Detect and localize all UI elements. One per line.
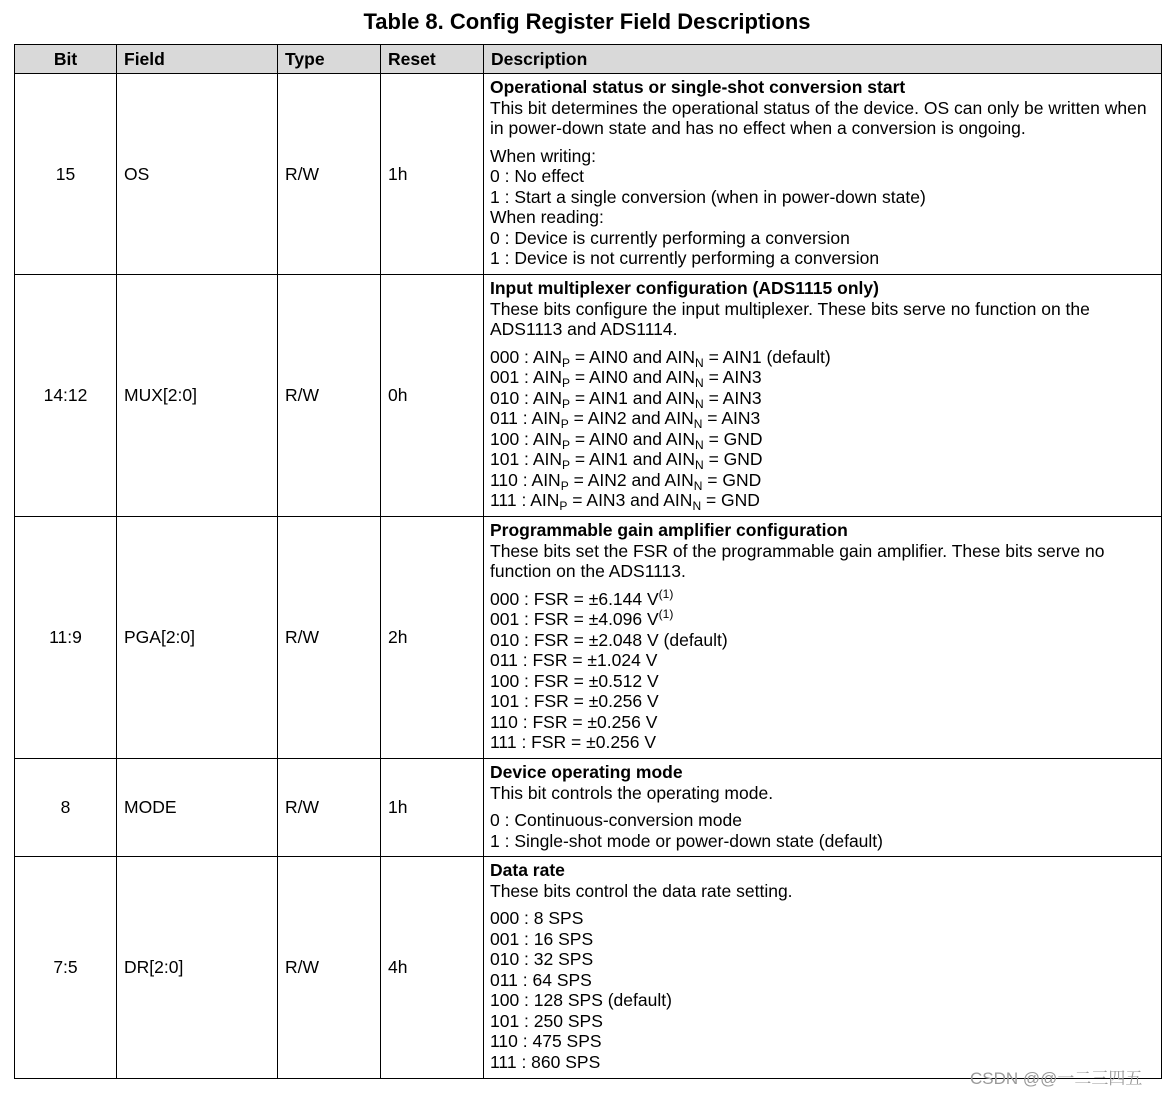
cell-type: R/W (278, 857, 381, 1079)
cell-bit: 7:5 (15, 857, 117, 1079)
description-intro: These bits set the FSR of the programmable gain amplifier. These bits serve no function on the ADS1113. (490, 540, 1105, 581)
option-line: 111 : 860 SPS (490, 1051, 601, 1072)
cell-type: R/W (278, 759, 381, 857)
mux-option-line: 101 : $AIN_P = AIN1$ and $AIN_N$ = GND (490, 449, 763, 472)
cell-reset: 4h (381, 857, 484, 1079)
header-row (15, 45, 1162, 74)
cell-type: R/W (278, 517, 381, 759)
header-type: Type (278, 45, 381, 74)
cell-field: MODE (117, 759, 278, 857)
pga-option-line: 110 : FSR = ±0.256 V (490, 711, 658, 732)
cell-bit: 14:12 (15, 275, 117, 517)
description-title: Operational status or single-shot conversion start (490, 77, 906, 97)
option-line: 000 : 8 SPS (490, 908, 584, 928)
table-row (15, 517, 1162, 759)
description-intro: These bits control the data rate setting. (490, 880, 793, 901)
pga-option-line: 100 : FSR = ±0.512 V (490, 670, 659, 691)
pga-option-line: 101 : FSR = ±0.256 V (490, 691, 659, 711)
mux-option-line: 100 : $AIN_P = AIN0$ and $AIN_N$ = GND (490, 428, 763, 452)
cell-reset: 1h (381, 74, 484, 275)
table-row (15, 759, 1162, 857)
option-line: 1 : Device is not currently performing a conversion (490, 248, 880, 268)
option-line: When reading: (490, 207, 604, 227)
mux-option-line: 001 : $AIN_P = AIN0$ and $AIN_N = AIN3$ (490, 367, 762, 390)
option-line: When writing: (490, 145, 597, 166)
description-intro: This bit determines the operational status of the device. OS can only be written when in power-down state and has no effect when a conversion is ongoing. (490, 97, 1147, 138)
header-field: Field (117, 45, 278, 74)
cell-description (484, 517, 1162, 759)
cell-reset: 0h (381, 275, 484, 517)
table-row (15, 74, 1162, 275)
cell-description (484, 857, 1162, 1079)
description-intro: This bit controls the operating mode. (490, 782, 774, 803)
option-line: 1 : Single-shot mode or power-down state (default) (490, 830, 883, 851)
cell-type: R/W (278, 74, 381, 275)
mux-option-line: 111 : $AIN_P = AIN3$ and $AIN_N$ = GND (490, 490, 760, 513)
option-line: 011 : 64 SPS (490, 969, 592, 990)
header-bit: Bit (15, 45, 117, 74)
footnote-ref: (1) (658, 586, 674, 601)
mux-option-line: 000 : $AIN_P = AIN0$ and $AIN_N = AIN1$ (default) (490, 346, 831, 370)
cell-bit: 8 (15, 759, 117, 857)
option-line: 110 : 475 SPS (490, 1031, 602, 1051)
description-title: Input multiplexer configuration (ADS1115 only) (490, 278, 879, 298)
mux-option-line: 110 : $AIN_P = AIN2$ and $AIN_N$ = GND (490, 469, 762, 493)
cell-type: R/W (278, 275, 381, 517)
mux-option-line: 011 : $AIN_P = AIN2$ and $AIN_N = AIN3$ (490, 408, 761, 431)
header-reset: Reset (381, 45, 484, 74)
header-description: Description (484, 45, 1162, 74)
cell-reset: 2h (381, 517, 484, 759)
table-row (15, 857, 1162, 1079)
cell-description (484, 759, 1162, 857)
pga-option-line: 111 : FSR = ±0.256 V (490, 732, 657, 752)
cell-field: MUX[2:0] (117, 275, 278, 517)
option-line: 001 : 16 SPS (490, 928, 594, 949)
table-row (15, 275, 1162, 517)
cell-field: PGA[2:0] (117, 517, 278, 759)
mux-option-line: 010 : $AIN_P = AIN1$ and $AIN_N = AIN3$ (490, 387, 762, 411)
table-title: Table 8. Config Register Field Descriptions (363, 9, 811, 34)
option-line: 101 : 250 SPS (490, 1010, 603, 1031)
option-line: 100 : 128 SPS (default) (490, 990, 672, 1010)
pga-option-line: 010 : FSR = ±2.048 V (default) (490, 629, 728, 650)
config-register-table (14, 44, 1162, 1079)
watermark: CSDN @@一二三四五 (970, 1069, 1143, 1088)
cell-description (484, 275, 1162, 517)
description-title: Programmable gain amplifier configuration (490, 520, 848, 540)
cell-field: DR[2:0] (117, 857, 278, 1079)
option-line: 1 : Start a single conversion (when in power-down state) (490, 186, 926, 207)
option-line: 0 : No effect (490, 166, 585, 186)
cell-bit: 15 (15, 74, 117, 275)
option-line: 010 : 32 SPS (490, 949, 594, 969)
option-line: 0 : Continuous-conversion mode (490, 810, 742, 830)
description-title: Device operating mode (490, 762, 683, 782)
description-intro: These bits configure the input multiplexer. These bits serve no function on the ADS1113 and ADS1114. (490, 298, 1090, 339)
cell-reset: 1h (381, 759, 484, 857)
pga-option-line: 001 : FSR = ±4.096 $V^{(1)}$ (490, 607, 674, 629)
cell-bit: 11:9 (15, 517, 117, 759)
cell-field: OS (117, 74, 278, 275)
option-line: 0 : Device is currently performing a conversion (490, 227, 850, 248)
footnote-ref: (1) (658, 607, 674, 621)
pga-option-line: 000 : FSR = ±6.144 $V^{(1)}$ (490, 586, 674, 609)
description-title: Data rate (490, 860, 565, 880)
pga-option-line: 011 : FSR = ±1.024 V (490, 650, 658, 670)
cell-description (484, 74, 1162, 275)
